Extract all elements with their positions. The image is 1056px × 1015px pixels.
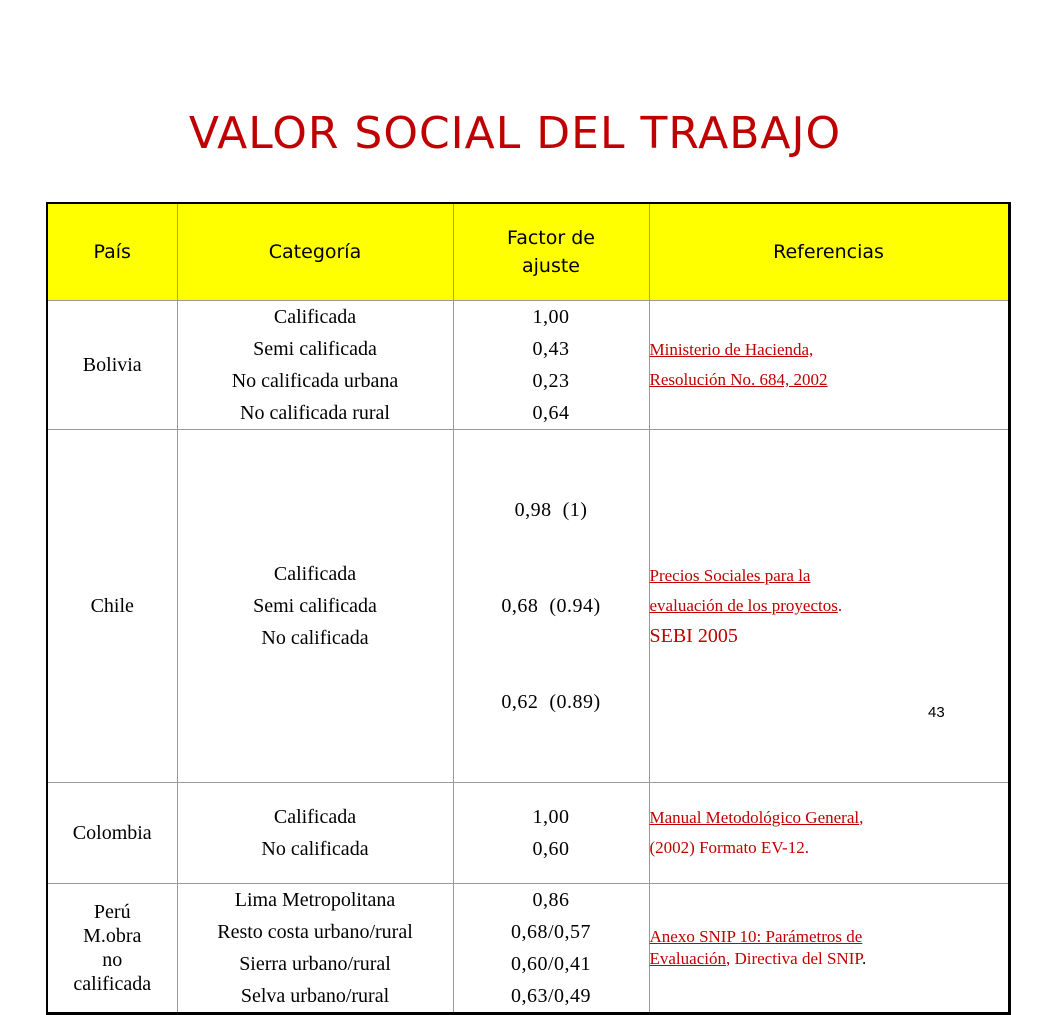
social-value-table [46,202,1011,1015]
ref-link[interactable]: Evaluación [649,949,726,968]
referencia-cell: Manual Metodológico General, (2002) Formato EV-12. [649,783,1009,884]
ref-text: SEBI 2005 [649,625,738,647]
pais-cell: Colombia [47,783,177,884]
ref-link[interactable]: Manual Metodológico General [649,808,860,827]
factor-cell: 1,00 0,60 [453,783,649,884]
factor-cell: 0,86 0,68/0,57 0,60/0,41 0,63/0,49 [453,884,649,1014]
table-row [47,301,1009,430]
ref-link[interactable]: Resolución No. 684, 2002 [649,370,828,389]
table-row [47,783,1009,884]
pais-cell: Bolivia [47,301,177,430]
referencia-cell: Anexo SNIP 10: Parámetros de Evaluación, Directiva del SNIP. [649,884,1009,1014]
header-pais: País [47,203,177,301]
pais-cell: Chile [47,430,177,783]
ref-link[interactable]: Ministerio de Hacienda, [649,340,814,359]
categoria-cell: Calificada Semi calificada No calificada urbana No calificada rural [177,301,453,430]
factor-cell: 0,98 (1) 0,68 (0.94) 0,62 (0.89) [453,430,649,783]
header-row [47,203,1009,301]
header-factor: Factor de ajuste [453,203,649,301]
table-row [47,430,1009,783]
header-referencias: Referencias [649,203,1009,301]
slide-title: VALOR SOCIAL DEL TRABAJO [188,108,842,159]
ref-text: (2002) Formato EV-12. [649,838,809,857]
referencia-cell: Precios Sociales para la evaluación de los proyectos. SEBI 2005 [649,430,1009,783]
ref-link[interactable]: Anexo SNIP 10: Parámetros de [649,927,863,946]
page-number: 43 [928,704,945,721]
categoria-cell: Calificada No calificada [177,783,453,884]
referencia-cell [649,301,1009,430]
pais-cell: Perú M.obra no calificada [47,884,177,1014]
categoria-cell: Lima Metropolitana Resto costa urbano/rural Sierra urbano/rural Selva urbano/rural [177,884,453,1014]
ref-link[interactable]: Precios Sociales para la [649,566,811,585]
ref-link[interactable]: evaluación de los proyectos [649,596,838,615]
table-row [47,884,1009,1014]
factor-cell: 1,00 0,43 0,23 0,64 [453,301,649,430]
header-categoria: Categoría [177,203,453,301]
categoria-cell: Calificada Semi calificada No calificada [177,430,453,783]
